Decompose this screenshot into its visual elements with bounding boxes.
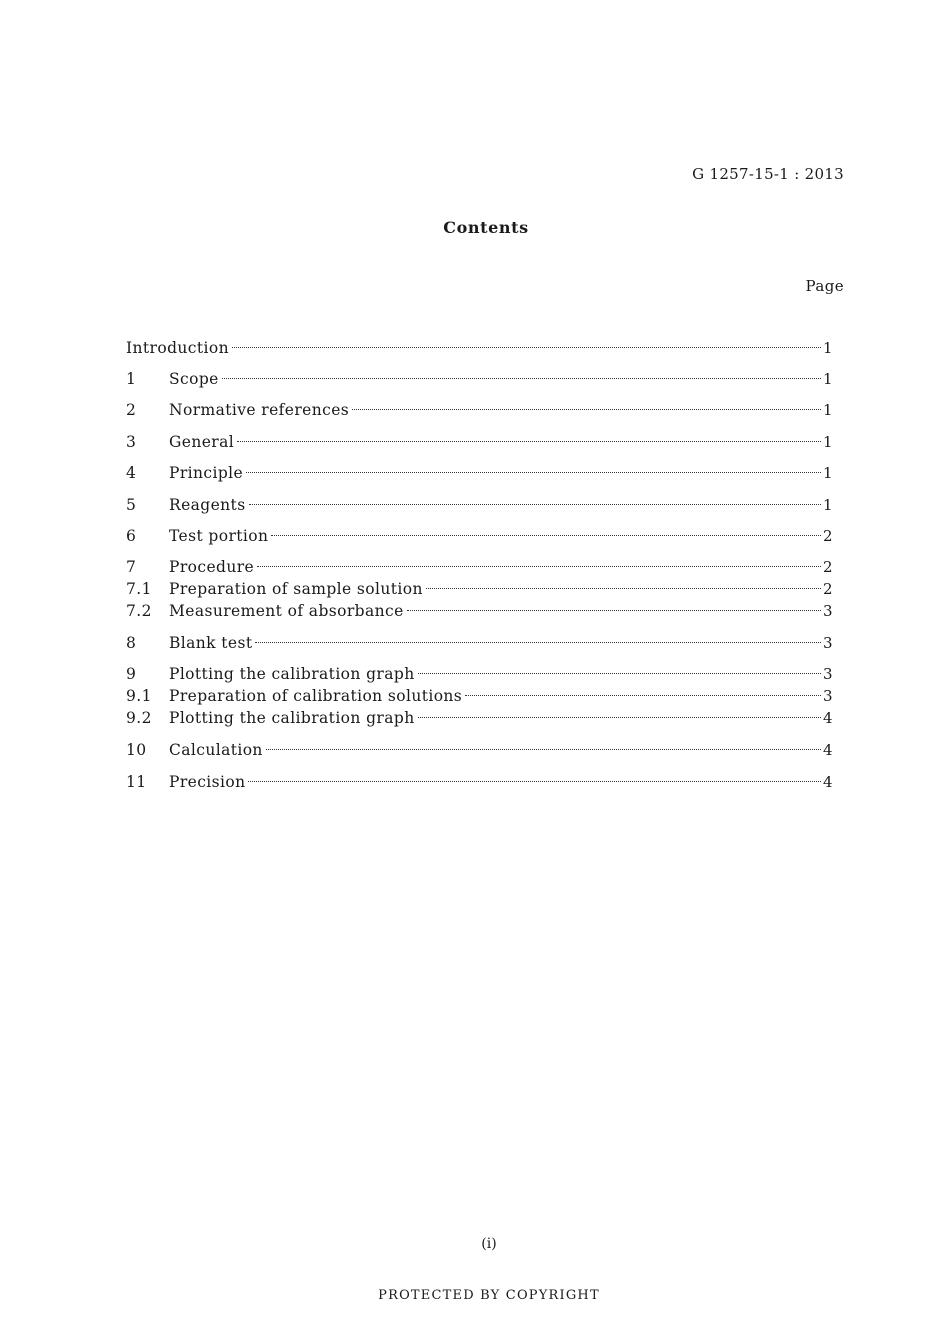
toc-entry-11[interactable] bbox=[126, 771, 833, 793]
toc-entry-number: 9.2 bbox=[126, 709, 152, 727]
toc-entry-page: 4 bbox=[823, 741, 833, 759]
toc-entry-number: 2 bbox=[126, 401, 137, 419]
toc-entry-number: 8 bbox=[126, 634, 137, 652]
toc-leader-dots bbox=[426, 588, 821, 589]
toc-entry-title: Reagents bbox=[169, 496, 246, 514]
page-column-label: Page bbox=[805, 277, 844, 295]
toc-leader-dots bbox=[255, 642, 821, 643]
toc-entry-7-2[interactable] bbox=[126, 600, 833, 622]
toc-entry-title: Test portion bbox=[169, 527, 269, 545]
toc-entry-4[interactable] bbox=[126, 462, 833, 484]
toc-entry-page: 1 bbox=[823, 339, 833, 357]
toc-entry-number: 6 bbox=[126, 527, 137, 545]
toc-entry-10[interactable] bbox=[126, 739, 833, 761]
toc-leader-dots bbox=[246, 472, 821, 473]
toc-entry-page: 3 bbox=[823, 634, 833, 652]
toc-entry-9-1[interactable] bbox=[126, 685, 833, 707]
toc-entry-page: 2 bbox=[823, 558, 833, 576]
toc-entry-number: 11 bbox=[126, 773, 147, 791]
toc-entry-2[interactable] bbox=[126, 399, 833, 421]
toc-entry-title: Preparation of calibration solutions bbox=[169, 687, 463, 705]
toc-entry-page: 3 bbox=[823, 665, 833, 683]
toc-entry-title: Plotting the calibration graph bbox=[169, 665, 415, 683]
toc-entry-7[interactable] bbox=[126, 556, 833, 578]
toc-entry-title: Normative references bbox=[169, 401, 350, 419]
toc-entry-number: 9 bbox=[126, 665, 137, 683]
toc-leader-dots bbox=[232, 347, 821, 348]
toc-entry-3[interactable] bbox=[126, 431, 833, 453]
toc-entry-title: Measurement of absorbance bbox=[169, 602, 404, 620]
toc-entry-title: Introduction bbox=[126, 339, 229, 357]
toc-entry-number: 7.1 bbox=[126, 580, 152, 598]
toc-entry-title: Procedure bbox=[169, 558, 255, 576]
toc-entry-number: 4 bbox=[126, 464, 137, 482]
toc-leader-dots bbox=[418, 717, 821, 718]
toc-entry-number: 10 bbox=[126, 741, 147, 759]
toc-entry-9-2[interactable] bbox=[126, 707, 833, 729]
toc-leader-dots bbox=[271, 535, 821, 536]
toc-leader-dots bbox=[249, 504, 822, 505]
toc-entry-title: Preparation of sample solution bbox=[169, 580, 423, 598]
contents-title: Contents bbox=[443, 218, 529, 237]
toc-entry-page: 3 bbox=[823, 602, 833, 620]
toc-entry-page: 2 bbox=[823, 580, 833, 598]
toc-entry-9[interactable] bbox=[126, 663, 833, 685]
toc-entry-number: 7 bbox=[126, 558, 137, 576]
toc-entry-page: 2 bbox=[823, 527, 833, 545]
toc-entry-number: 5 bbox=[126, 496, 137, 514]
toc-leader-dots bbox=[222, 378, 821, 379]
toc-entry-number: 7.2 bbox=[126, 602, 152, 620]
toc-entry-title: Plotting the calibration graph bbox=[169, 709, 415, 727]
toc-entry-number: 9.1 bbox=[126, 687, 152, 705]
toc-entry-page: 3 bbox=[823, 687, 833, 705]
toc-entry-number: 3 bbox=[126, 433, 137, 451]
toc-entry-number: 1 bbox=[126, 370, 137, 388]
toc-entry-8[interactable] bbox=[126, 632, 833, 654]
toc-entry-page: 1 bbox=[823, 401, 833, 419]
toc-entry-title: Blank test bbox=[169, 634, 253, 652]
toc-entry-title: Precision bbox=[169, 773, 246, 791]
toc-leader-dots bbox=[352, 409, 821, 410]
toc-entry-5[interactable] bbox=[126, 494, 833, 516]
toc-entry-page: 1 bbox=[823, 496, 833, 514]
toc-entry-page: 4 bbox=[823, 709, 833, 727]
toc-entry-title: Principle bbox=[169, 464, 244, 482]
toc-leader-dots bbox=[257, 566, 821, 567]
toc-entry-1[interactable] bbox=[126, 368, 833, 390]
copyright-notice: PROTECTED BY COPYRIGHT bbox=[378, 1288, 600, 1303]
toc-leader-dots bbox=[266, 749, 821, 750]
toc-entry-title: Calculation bbox=[169, 741, 263, 759]
toc-leader-dots bbox=[237, 441, 821, 442]
toc-entry-title: General bbox=[169, 433, 235, 451]
toc-leader-dots bbox=[465, 695, 821, 696]
toc-leader-dots bbox=[418, 673, 821, 674]
toc-entry-page: 1 bbox=[823, 464, 833, 482]
page-folio: (i) bbox=[481, 1236, 497, 1252]
toc-entry-title: Scope bbox=[169, 370, 219, 388]
toc-leader-dots bbox=[407, 610, 821, 611]
standard-number: G 1257-15-1 : 2013 bbox=[692, 165, 844, 183]
toc-entry-introduction[interactable] bbox=[126, 337, 833, 359]
toc-leader-dots bbox=[248, 781, 821, 782]
toc-entry-7-1[interactable] bbox=[126, 578, 833, 600]
toc-entry-6[interactable] bbox=[126, 525, 833, 547]
toc-entry-page: 4 bbox=[823, 773, 833, 791]
toc-entry-page: 1 bbox=[823, 433, 833, 451]
toc-entry-page: 1 bbox=[823, 370, 833, 388]
